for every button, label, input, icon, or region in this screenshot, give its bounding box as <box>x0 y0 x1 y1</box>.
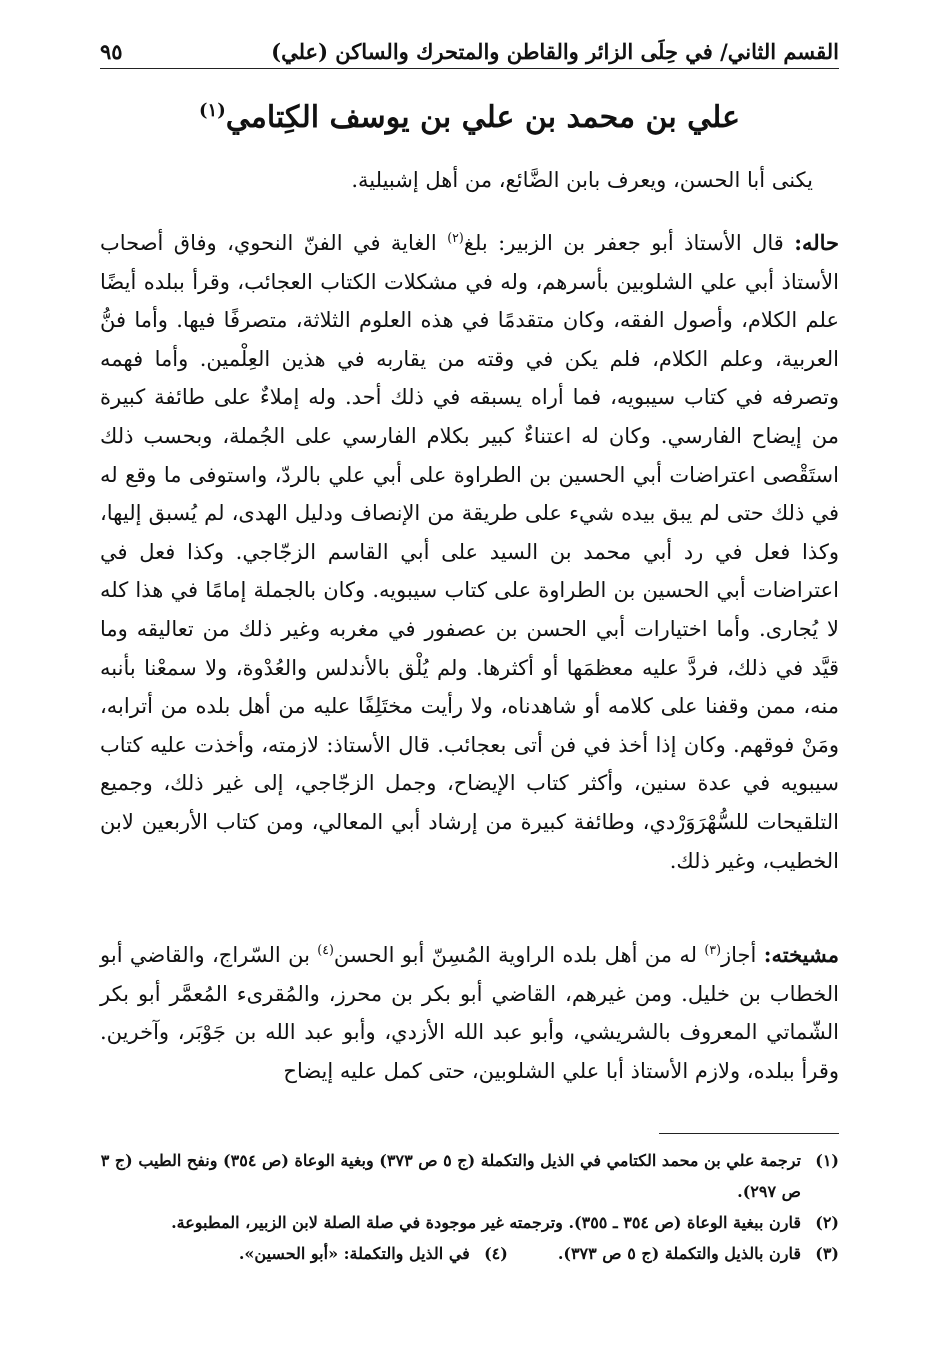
footnote-4-number: (٤) <box>484 1244 508 1263</box>
footnote-1-text: ترجمة علي بن محمد الكتامي في الذيل والتكملة (ج ٥ ص ٣٧٣) وبغية الوعاة (ص ٣٥٤) ونفح الطيب (ج ٣ ص ٢٩٧). <box>100 1151 801 1201</box>
biography-title <box>100 100 839 135</box>
footnote-2 <box>100 1207 839 1238</box>
footnote-1 <box>100 1145 839 1207</box>
footnote-3-number: (٣) <box>815 1244 839 1263</box>
footnote-ref-3[interactable]: (٣) <box>704 942 722 957</box>
section-hal-label: حاله: <box>794 230 839 255</box>
footnote-ref-4[interactable]: (٤) <box>317 942 334 957</box>
kunya-line: يكنى أبا الحسن، ويعرف بابن الضَّائع، من أهل إشبيلية. <box>351 168 813 192</box>
section-mashyakha-text-2: له من أهل بلده الراوية المُسِنّ أبو الحسن <box>333 943 698 967</box>
section-mashyakha <box>100 936 839 1090</box>
section-hal-text-2: الغاية في الفنّ النحوي، وفاق أصحاب الأستاذ أبي علي الشلوبين بأسرهم، وله في مشكلات الكتاب العجائب، وقرأ ببلده أيضًا علم الكلام، وأصول الفقه، وكان متقدمًا في هذه العلوم الثلاثة، متصرفًا فيها. وأما فنُّ العربية، وعلم الكلام، فلم يكن في وقته من يقاربه في هذين العِلْمين. وأما فهمه وتصرفه في كتاب سيبويه، فما أراه يسبقه في ذلك أحد. وله إملاءٌ على طائفة كبيرة من إيضاح الفارسي. وكان له اعتناءٌ كبير بكلام الفارسي على الجُملة، وبحسب ذلك استَقْصى اعتراضات أبي الحسين بن الطراوة على أبي علي بالردّ، واستوفى ما وقع له في ذلك حتى لم يبق بيده شيء على طريقة من الإنصاف ودليل الهدى، لم يُسبق إليها، وكذا فعل في رد أبي محمد بن السيد على أبي القاسم الزجّاجي. وكذا فعل في اعتراضات أبي الحسين بن الطراوة على كتاب سيبويه. وكان بالجملة إمامًا في هذا كله لا يُجارى. وأما اختيارات أبي الحسن بن عصفور في مغربه وغير ذلك من تعاليقه وما قيَّد في ذلك، فردَّ عليه معظمَها أو أكثرها. ولم يُلْق بالأندلس والعُدْوة، ولا سمعْنا بأنبه منه، ممن وقفنا على كلامه أو شاهدناه، ولا رأيت مختَلِفًا عليه من أهل بلده من أترابه، ومَنْ فوقهم. وكان إذا أخذ في فن أتى بعجائب. قال الأستاذ: لازمته، وأخذت عليه كتاب سيبويه في عدة سنين، وأكثر كتاب الإيضاح، وجمل الزجّاجي، إلى غير ذلك، وجميع التلقيحات للسُّهْرَوَرْدي، وطائفة كبيرة من إرشاد أبي المعالي، ومن كتاب الأربعين لابن الخطيب، وغير ذلك. <box>100 231 839 873</box>
section-mashyakha-text-3: بن السّراج، والقاضي أبو الخطاب بن خليل. ومن غيرهم، القاضي أبو بكر بن محرز، والمُقرىء المُعمَّر أبو بكر الشّماتي المعروف بالشريشي، وأبو عبد الله الأزدي، وأبو عبد الله بن جَوْبَر، وآخرين. وقرأ ببلده، ولازم الأستاذ أبا علي الشلوبين، حتى كمل عليه إيضاح <box>100 943 839 1083</box>
footnote-2-text: قارن ببغية الوعاة (ص ٣٥٤ ـ ٣٥٥). وترجمته غير موجودة في صلة الصلة لابن الزبير، المطبوعة. <box>171 1213 801 1232</box>
section-mashyakha-label: مشيخته: <box>763 942 839 967</box>
footnote-ref-1[interactable]: (١) <box>199 100 226 121</box>
section-hal <box>100 224 839 880</box>
running-header <box>100 34 839 69</box>
footnote-3-text: قارن بالذيل والتكملة (ج ٥ ص ٣٧٣). <box>557 1244 801 1263</box>
section-hal-text-1: قال الأستاذ أبو جعفر بن الزبير: بلغ <box>463 231 784 255</box>
footnote-divider <box>659 1133 839 1134</box>
page-number: ٩٥ <box>100 38 123 64</box>
footnote-1-number: (١) <box>815 1151 839 1170</box>
footnote-ref-2[interactable]: (٢) <box>447 230 464 245</box>
biography-title-text: علي بن محمد بن علي بن يوسف الكِتامي <box>225 100 740 135</box>
section-mashyakha-text-1: أجاز <box>721 943 757 967</box>
footnote-3-4-row <box>100 1238 839 1269</box>
footnote-2-number: (٢) <box>815 1213 839 1232</box>
running-title: القسم الثاني/ في حِلَى الزائر والقاطن والمتحرك والساكن (علي) <box>271 38 839 64</box>
footnotes <box>100 1145 839 1269</box>
footnote-4-text: في الذيل والتكملة: «أبو الحسين». <box>238 1244 470 1263</box>
